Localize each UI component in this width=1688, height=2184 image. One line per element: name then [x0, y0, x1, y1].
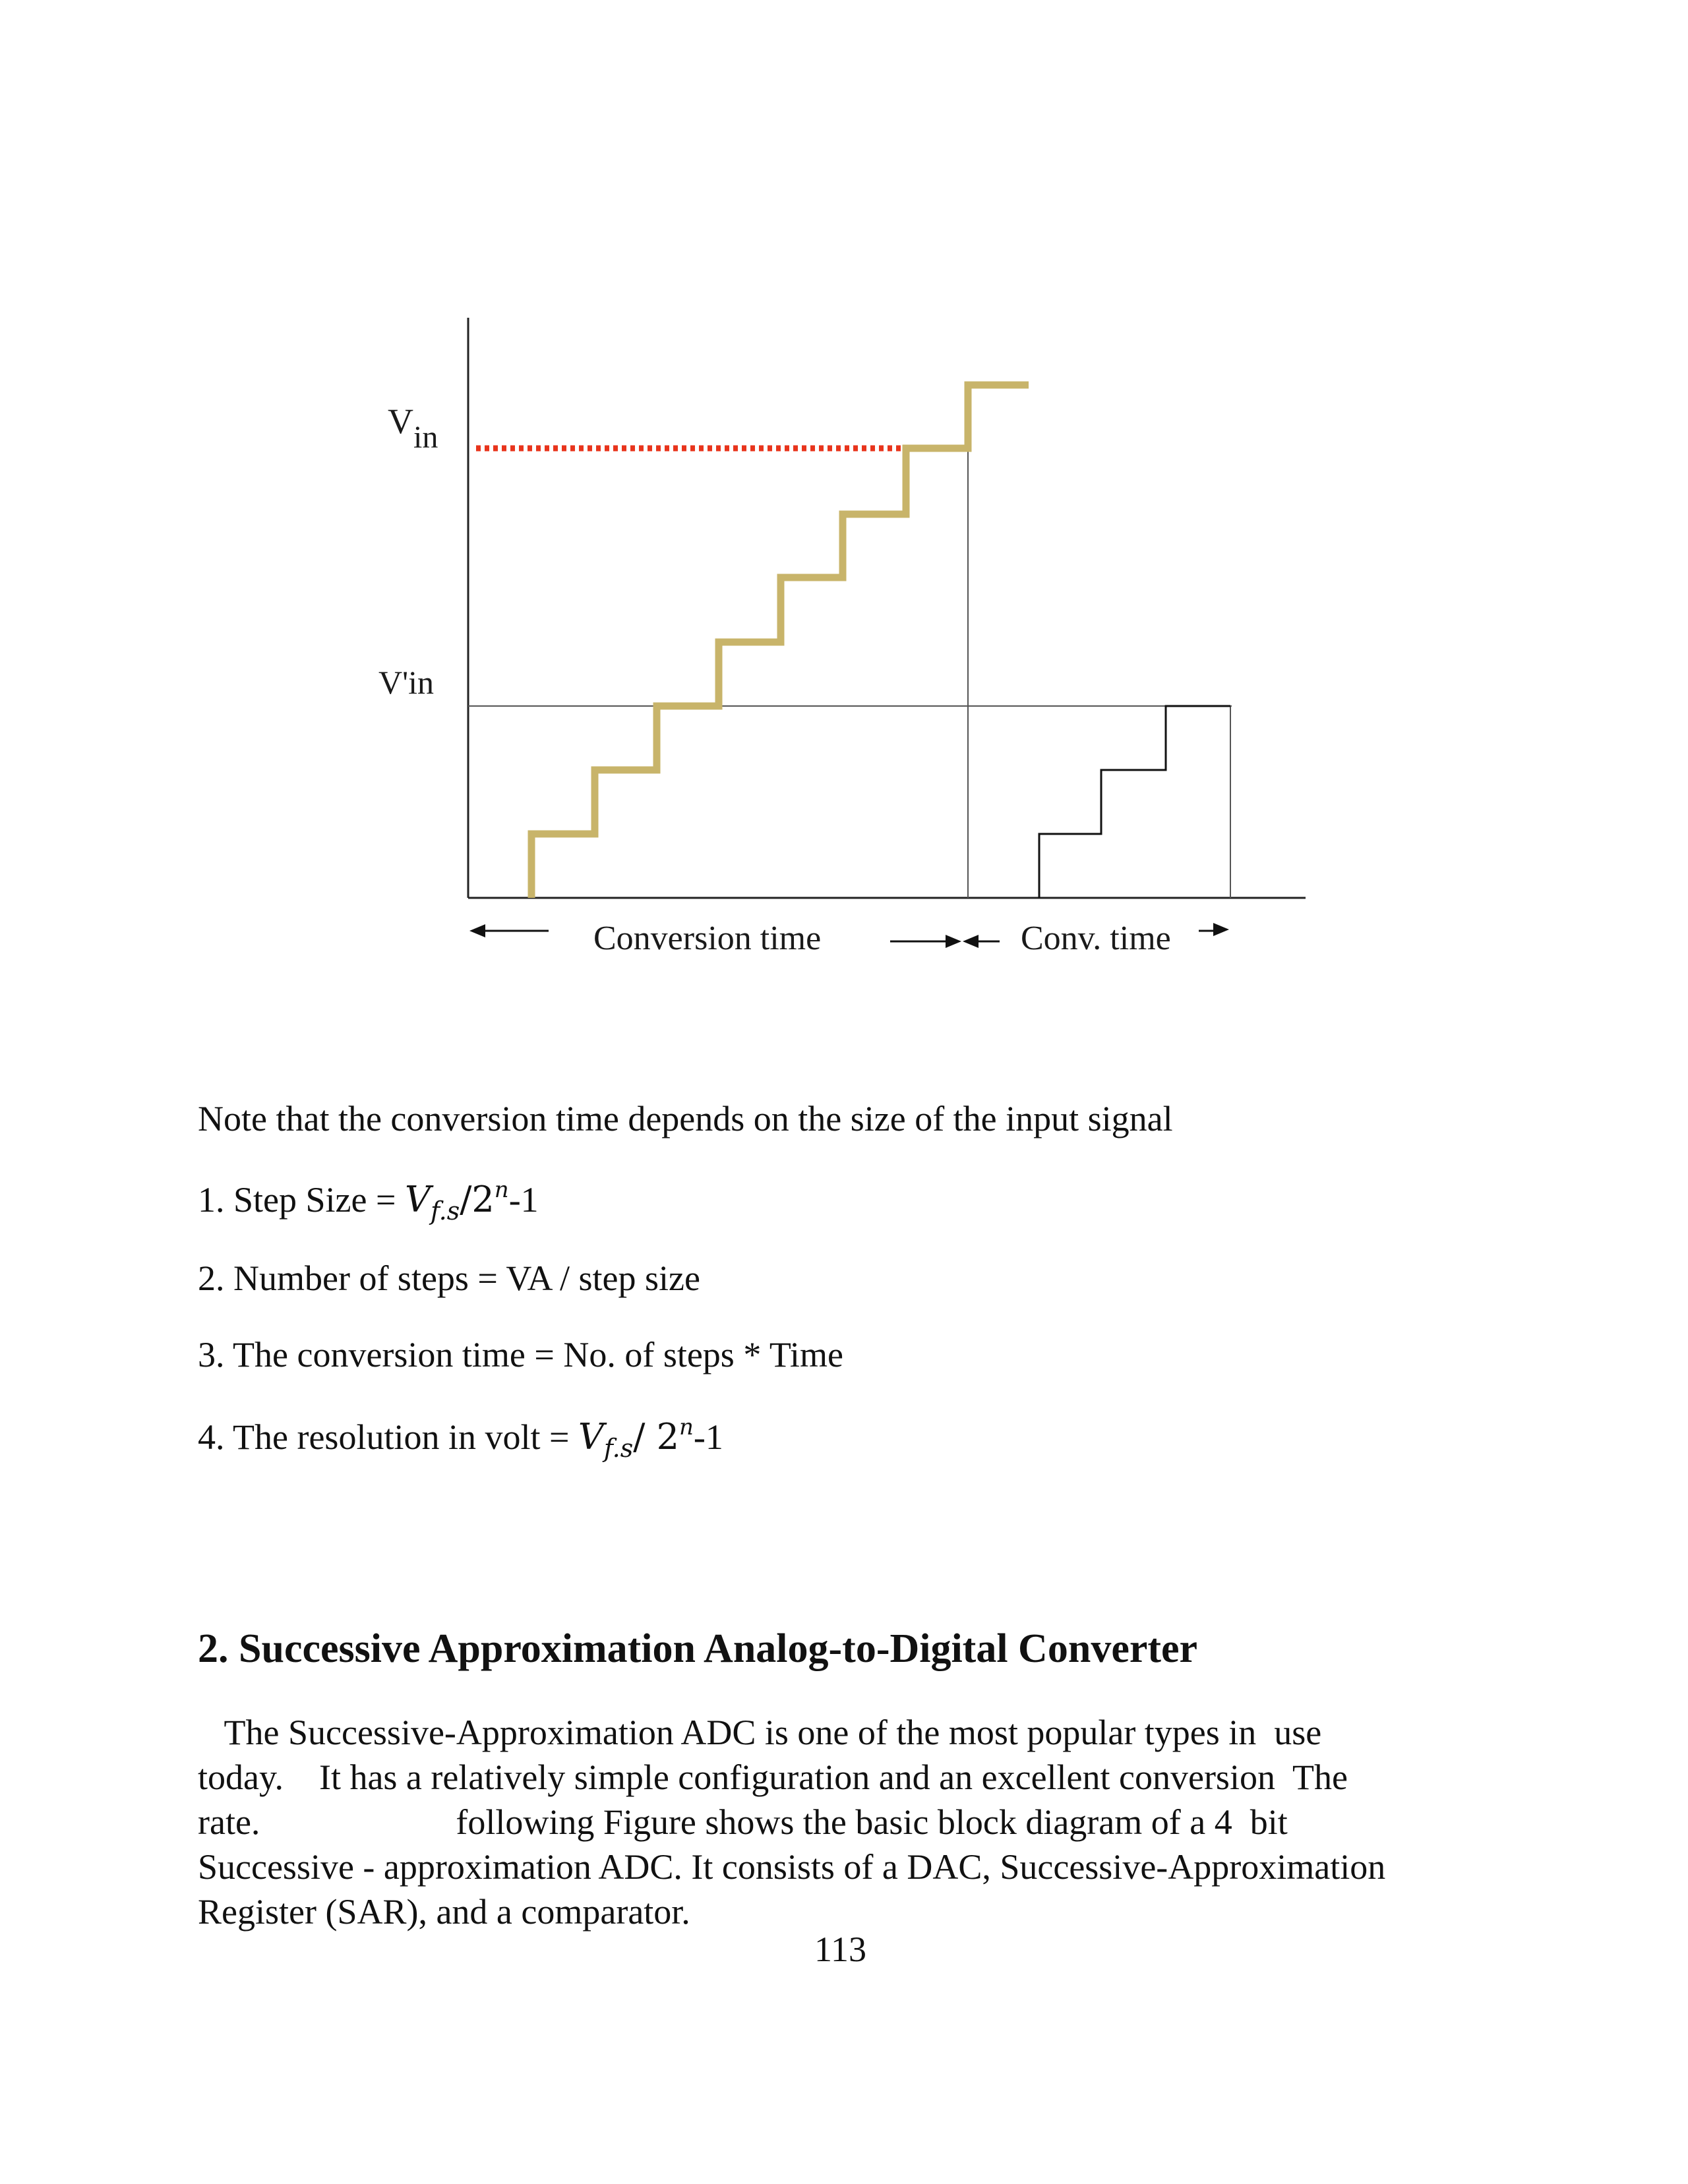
eq1-prefix: 1. Step Size = [198, 1180, 405, 1220]
eq1-sup: n [494, 1177, 509, 1203]
eq1-v: V [404, 1179, 431, 1220]
conversion-time-equation: 3. The conversion time = No. of steps * Time [198, 1335, 843, 1374]
eq1-math [404, 1177, 509, 1225]
vin-label [388, 403, 438, 454]
left-arrowhead [469, 924, 485, 937]
page-number: 113 [814, 1930, 866, 1969]
vin-label-main: V [388, 401, 413, 441]
paragraph-line: Register (SAR), and a comparator. [198, 1892, 690, 1932]
conversion-time-label: Conversion time [593, 920, 822, 957]
middle-left-arrowhead [963, 935, 979, 948]
eq1-rest: /2 [460, 1179, 495, 1220]
vpin-label: V'in [378, 664, 435, 701]
eq1-sub: f.s [430, 1196, 460, 1225]
vin-label-sub: in [413, 420, 438, 455]
resolution-equation [198, 1416, 723, 1461]
section-paragraph [198, 1710, 1490, 1934]
eq4-prefix: 4. The resolution in volt = [198, 1417, 578, 1457]
number-of-steps-equation: 2. Number of steps = VA / step size [198, 1258, 700, 1298]
eq4-math [578, 1414, 694, 1463]
conversion-staircase [531, 385, 1029, 898]
paragraph-line: Successive - approximation ADC. It consists of a DAC, Successive-Approximation [198, 1847, 1386, 1887]
right-arrowhead [1213, 923, 1229, 936]
conversion-time-figure [0, 0, 1688, 989]
eq1-suffix: -1 [508, 1180, 539, 1220]
short-conversion-staircase [1039, 706, 1230, 898]
paragraph-line: today. It has a relatively simple configuration and an excellent conversion The [198, 1757, 1348, 1797]
middle-right-arrowhead [946, 935, 961, 948]
paragraph-line: rate. following Figure shows the basic block diagram of a 4 bit [198, 1802, 1288, 1842]
paragraph-line: The Successive-Approximation ADC is one of the most popular types in use [198, 1713, 1322, 1752]
section-heading: 2. Successive Approximation Analog-to-Digital Converter [198, 1626, 1198, 1671]
conv-time-label: Conv. time [1021, 920, 1171, 957]
staircase-diagram [0, 0, 1688, 989]
eq4-sub: f.s [603, 1434, 634, 1463]
eq4-sup: n [678, 1414, 694, 1440]
note-text: Note that the conversion time depends on the size of the input signal [198, 1099, 1173, 1138]
eq4-rest: / 2 [633, 1416, 679, 1458]
eq4-suffix: -1 [693, 1417, 723, 1457]
eq4-v: V [578, 1416, 604, 1458]
step-size-equation [198, 1179, 539, 1224]
